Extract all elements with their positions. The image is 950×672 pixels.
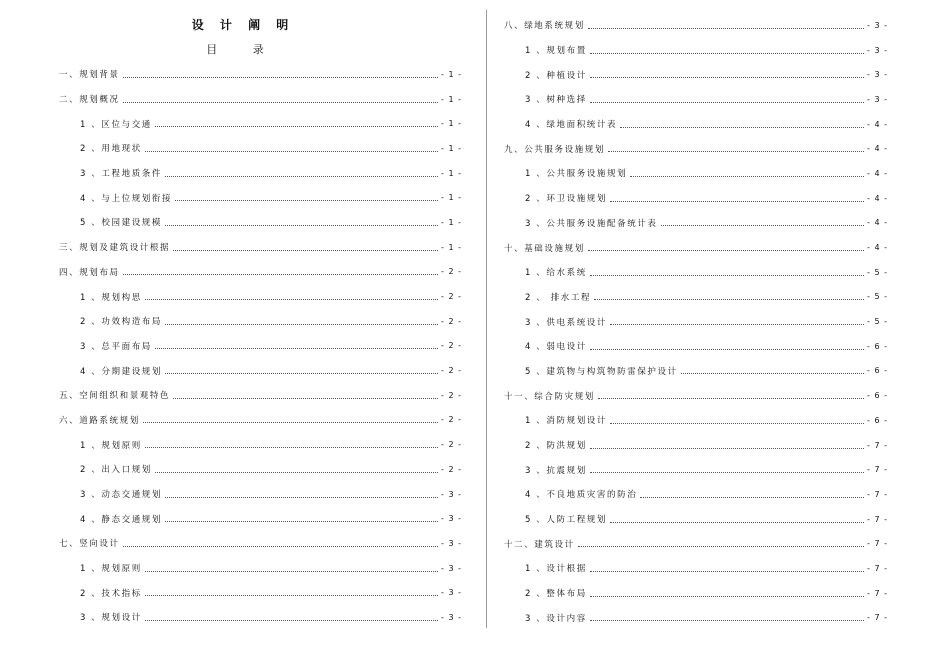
dot-leader	[165, 324, 438, 325]
dot-leader	[145, 151, 438, 152]
toc-entry-page: - 5 -	[867, 317, 888, 327]
toc-entry-page: - 7 -	[867, 440, 888, 450]
toc-entry-label: 1 、区位与交通	[80, 119, 152, 130]
toc-entry-label: 5 、人防工程规划	[525, 515, 608, 526]
toc-entry-label: 1 、规划布置	[525, 46, 587, 57]
toc-entry-page: - 2 -	[441, 341, 462, 351]
toc-entry-page: - 2 -	[441, 316, 462, 326]
toc-entry-page: - 1 -	[441, 119, 462, 129]
toc-entry-label: 九、公共服务设施规划	[504, 144, 606, 155]
toc-entry-page: - 6 -	[867, 391, 888, 401]
toc-entry-label: 十一、综合防灾规划	[504, 391, 595, 402]
toc-entry[interactable]	[504, 482, 888, 507]
toc-entry-label: 3 、公共服务设施配备统计表	[525, 218, 658, 229]
toc-entry[interactable]	[504, 161, 888, 186]
toc-entry-label: 1 、消防规划设计	[525, 416, 608, 427]
dot-leader	[145, 571, 438, 572]
toc-entry-page: - 1 -	[441, 69, 462, 79]
toc-entry-label: 1 、规划原则	[80, 440, 142, 451]
toc-entry-page: - 3 -	[441, 563, 462, 573]
toc-entry-page: - 4 -	[867, 193, 888, 203]
toc-entry-page: - 6 -	[867, 415, 888, 425]
toc-entry[interactable]	[59, 432, 462, 457]
dot-leader	[590, 275, 864, 276]
dot-leader	[630, 176, 864, 177]
dot-leader	[155, 126, 438, 127]
toc-entry[interactable]	[59, 383, 462, 408]
toc-entry[interactable]	[504, 309, 888, 334]
toc-entry[interactable]	[504, 457, 888, 482]
dot-leader	[608, 151, 864, 152]
toc-right-column	[504, 13, 888, 630]
dot-leader	[123, 77, 438, 78]
toc-entry-page: - 1 -	[441, 242, 462, 252]
toc-entry[interactable]	[504, 260, 888, 285]
toc-entry-label: 4 、分期建设规划	[80, 366, 163, 377]
toc-entry-page: - 3 -	[441, 538, 462, 548]
toc-entry-page: - 6 -	[867, 341, 888, 351]
dot-leader	[681, 373, 864, 374]
toc-entry-label: 2 、功效构造布局	[80, 317, 163, 328]
toc-entry[interactable]	[504, 531, 888, 556]
dot-leader	[145, 620, 438, 621]
toc-entry-label: 1 、公共服务设施规划	[525, 169, 628, 180]
toc-entry[interactable]	[504, 87, 888, 112]
toc-entry-page: - 3 -	[441, 489, 462, 499]
toc-entry-label: 1 、设计根据	[525, 564, 587, 575]
toc-entry[interactable]	[504, 136, 888, 161]
dot-leader	[145, 447, 438, 448]
dot-leader	[145, 595, 438, 596]
toc-entry-page: - 3 -	[441, 612, 462, 622]
toc-entry-label: 五、空间组织和景观特色	[59, 391, 171, 402]
toc-entry-page: - 4 -	[867, 218, 888, 228]
toc-entry[interactable]	[59, 605, 462, 630]
dot-leader	[143, 422, 438, 423]
dot-leader	[123, 546, 438, 547]
toc-entry-page: - 7 -	[867, 489, 888, 499]
toc-entry-page: - 6 -	[867, 366, 888, 376]
toc-entry-page: - 4 -	[867, 119, 888, 129]
toc-entry-label: 1 、规划构思	[80, 292, 142, 303]
toc-entry[interactable]	[59, 334, 462, 359]
document-title: 设 计 阐 明	[191, 18, 295, 32]
toc-entry-label: 3 、动态交通规划	[80, 490, 163, 501]
toc-entry[interactable]	[59, 136, 462, 161]
column-divider	[486, 10, 487, 628]
toc-entry-label: 三、规划及建筑设计根据	[59, 243, 171, 254]
toc-entry[interactable]	[504, 507, 888, 532]
dot-leader	[590, 620, 864, 621]
toc-entry-label: 5 、校园建设规模	[80, 218, 163, 229]
toc-entry[interactable]	[504, 334, 888, 359]
toc-entry-label: 3 、设计内容	[525, 613, 587, 624]
toc-entry-label: 2 、种植设计	[525, 70, 587, 81]
toc-entry[interactable]	[504, 359, 888, 384]
toc-entry[interactable]	[504, 112, 888, 137]
toc-entry[interactable]	[59, 506, 462, 531]
toc-entry[interactable]	[59, 457, 462, 482]
toc-entry[interactable]	[59, 408, 462, 433]
toc-entry[interactable]	[59, 309, 462, 334]
toc-entry[interactable]	[59, 482, 462, 507]
toc-entry-label: 十二、建筑设计	[504, 539, 575, 550]
dot-leader	[173, 398, 438, 399]
toc-entry-label: 四、规划布局	[59, 267, 120, 278]
toc-entry-page: - 1 -	[441, 217, 462, 227]
toc-entry[interactable]	[504, 235, 888, 260]
toc-entry[interactable]	[59, 531, 462, 556]
toc-entry[interactable]	[59, 580, 462, 605]
toc-entry-label: 八、绿地系统规划	[504, 21, 585, 32]
toc-entry-page: - 3 -	[441, 514, 462, 524]
dot-leader	[578, 546, 864, 547]
toc-entry-page: - 2 -	[441, 292, 462, 302]
toc-entry-label: 3 、树种选择	[525, 95, 587, 106]
dot-leader	[165, 373, 438, 374]
dot-leader	[661, 225, 865, 226]
toc-entry-label: 1 、规划原则	[80, 564, 142, 575]
toc-entry-page: - 4 -	[867, 243, 888, 253]
toc-entry[interactable]	[59, 260, 462, 285]
toc-entry[interactable]	[504, 383, 888, 408]
toc-entry-label: 4 、绿地面积统计表	[525, 120, 618, 131]
dot-leader	[123, 102, 438, 103]
toc-entry-page: - 4 -	[867, 144, 888, 154]
toc-entry-page: - 1 -	[441, 193, 462, 203]
toc-entry[interactable]	[504, 38, 888, 63]
dot-leader	[620, 127, 864, 128]
toc-entry[interactable]	[59, 111, 462, 136]
toc-entry[interactable]	[59, 235, 462, 260]
toc-entry-label: 4 、不良地质灾害的防治	[525, 490, 638, 501]
toc-entry-page: - 2 -	[441, 366, 462, 376]
toc-entry-label: 2 、环卫设施规划	[525, 194, 608, 205]
dot-leader	[155, 348, 438, 349]
toc-entry[interactable]	[59, 185, 462, 210]
dot-leader	[590, 448, 864, 449]
dot-leader	[588, 250, 864, 251]
toc-entry[interactable]	[504, 581, 888, 606]
dot-leader	[173, 250, 438, 251]
toc-entry-page: - 7 -	[867, 514, 888, 524]
toc-entry[interactable]	[504, 433, 888, 458]
toc-entry[interactable]	[504, 186, 888, 211]
toc-entry-page: - 7 -	[867, 588, 888, 598]
toc-entry-page: - 2 -	[441, 415, 462, 425]
dot-leader	[590, 102, 864, 103]
toc-entry[interactable]	[59, 87, 462, 112]
toc-entry-label: 一、规划背景	[59, 70, 120, 81]
dot-leader	[640, 497, 864, 498]
toc-entry-page: - 1 -	[441, 143, 462, 153]
toc-entry-page: - 3 -	[867, 70, 888, 80]
toc-entry-page: - 7 -	[867, 539, 888, 549]
toc-entry[interactable]	[504, 556, 888, 581]
dot-leader	[610, 423, 864, 424]
toc-entry-label: 六、道路系统规划	[59, 415, 140, 426]
dot-leader	[610, 324, 864, 325]
dot-leader	[588, 28, 864, 29]
toc-entry[interactable]	[59, 210, 462, 235]
dot-leader	[590, 53, 864, 54]
toc-entry-label: 七、竖向设计	[59, 539, 120, 550]
toc-entry-label: 3 、抗震规划	[525, 465, 587, 476]
dot-leader	[610, 522, 864, 523]
toc-entry[interactable]	[504, 408, 888, 433]
toc-entry-page: - 2 -	[441, 390, 462, 400]
toc-entry-label: 二、规划概况	[59, 95, 120, 106]
toc-entry-page: - 7 -	[867, 563, 888, 573]
toc-entry-label: 3 、规划设计	[80, 613, 142, 624]
dot-leader	[590, 349, 864, 350]
dot-leader	[165, 497, 438, 498]
toc-entry[interactable]	[504, 606, 888, 631]
dot-leader	[590, 596, 864, 597]
toc-entry-label: 3 、工程地质条件	[80, 169, 163, 180]
toc-entry-page: - 4 -	[867, 168, 888, 178]
toc-entry-page: - 3 -	[441, 588, 462, 598]
dot-leader	[165, 225, 438, 226]
toc-entry-label: 4 、弱电设计	[525, 342, 587, 353]
toc-left-column	[59, 62, 462, 630]
dot-leader	[175, 200, 438, 201]
dot-leader	[165, 521, 438, 522]
dot-leader	[590, 472, 864, 473]
toc-entry-label: 1 、给水系统	[525, 268, 587, 279]
toc-entry-label: 5 、建筑物与构筑物防雷保护设计	[525, 366, 678, 377]
toc-entry-label: 2 、 排水工程	[525, 292, 592, 303]
toc-entry-label: 十、基础设施规划	[504, 243, 585, 254]
toc-entry-page: - 1 -	[441, 168, 462, 178]
toc-entry[interactable]	[59, 161, 462, 186]
dot-leader	[610, 201, 864, 202]
dot-leader	[155, 472, 438, 473]
toc-entry[interactable]	[504, 211, 888, 236]
toc-heading: 目 录	[206, 43, 280, 56]
toc-entry-page: - 2 -	[441, 464, 462, 474]
toc-entry[interactable]	[504, 62, 888, 87]
dot-leader	[145, 299, 438, 300]
toc-entry-label: 3 、总平面布局	[80, 341, 152, 352]
toc-entry-page: - 3 -	[867, 45, 888, 55]
dot-leader	[598, 398, 864, 399]
toc-entry-page: - 2 -	[441, 267, 462, 277]
dot-leader	[594, 299, 864, 300]
toc-entry-label: 4 、与上位规划衔接	[80, 193, 173, 204]
toc-entry-label: 2 、技术指标	[80, 588, 142, 599]
toc-entry[interactable]	[504, 285, 888, 310]
toc-entry-label: 3 、供电系统设计	[525, 317, 608, 328]
toc-entry[interactable]	[59, 556, 462, 581]
toc-entry-label: 2 、防洪规划	[525, 441, 587, 452]
toc-entry-page: - 1 -	[441, 94, 462, 104]
toc-entry-page: - 2 -	[441, 440, 462, 450]
dot-leader	[123, 274, 438, 275]
toc-entry[interactable]	[59, 62, 462, 87]
toc-entry-label: 2 、整体布局	[525, 589, 587, 600]
toc-entry-label: 4 、静态交通规划	[80, 514, 163, 525]
toc-entry-page: - 5 -	[867, 292, 888, 302]
dot-leader	[590, 77, 864, 78]
toc-entry-page: - 3 -	[867, 94, 888, 104]
toc-entry-page: - 7 -	[867, 465, 888, 475]
toc-entry-page: - 5 -	[867, 267, 888, 277]
dot-leader	[590, 571, 864, 572]
toc-entry[interactable]	[59, 358, 462, 383]
toc-entry-label: 2 、出入口规划	[80, 465, 152, 476]
toc-entry-page: - 7 -	[867, 613, 888, 623]
toc-entry[interactable]	[59, 284, 462, 309]
toc-entry-page: - 3 -	[867, 20, 888, 30]
dot-leader	[165, 176, 438, 177]
toc-entry-label: 2 、用地现状	[80, 144, 142, 155]
toc-entry[interactable]	[504, 13, 888, 38]
